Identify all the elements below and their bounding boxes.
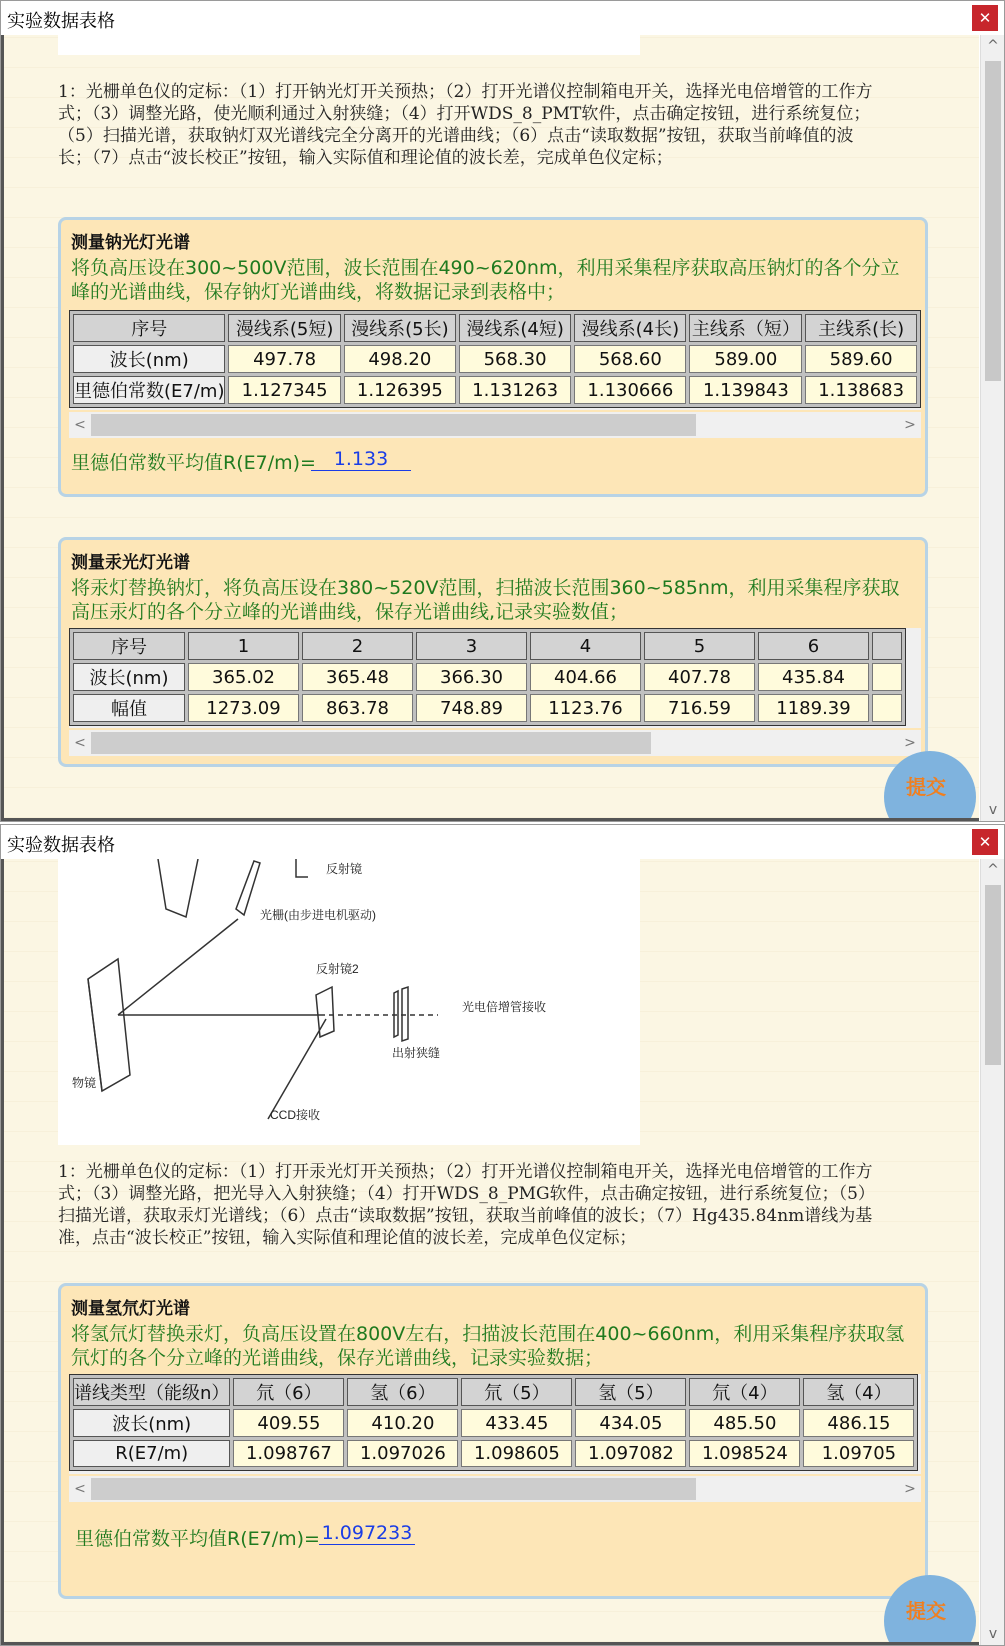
wavelength-cell[interactable]: 485.50 (689, 1409, 800, 1437)
header-cell: 氢（5） (575, 1378, 686, 1406)
title-bar (1, 825, 1004, 859)
horizontal-scrollbar[interactable] (69, 412, 921, 438)
header-cell: 4 (530, 632, 641, 660)
row-label: 波长(nm) (73, 345, 225, 373)
chevron-up-icon[interactable]: ^ (987, 38, 999, 54)
row-label: R(E7/m) (73, 1440, 230, 1467)
row-label: 幅值 (73, 694, 185, 722)
wavelength-cell[interactable]: 589.60 (805, 345, 917, 373)
mercury-panel (58, 537, 928, 767)
chevron-down-icon[interactable]: v (988, 802, 998, 818)
wavelength-cell[interactable]: 498.20 (344, 345, 456, 373)
sodium-table (69, 310, 921, 408)
table-header-row (73, 1378, 914, 1406)
window-content (1, 859, 979, 1645)
wavelength-cell[interactable]: 410.20 (347, 1409, 458, 1437)
average-label: 里德伯常数平均值R(E7/m)= (71, 452, 316, 474)
close-button[interactable] (972, 5, 998, 31)
panel-description: 将汞灯替换钠灯，将负高压设在380~520V范围，扫描波长范围360~585nm，利用采集程序获取高压汞灯的各个分立峰的光谱曲线，保存光谱曲线,记录实验数值； (71, 577, 900, 623)
header-cell: 5 (644, 632, 755, 660)
average-label: 里德伯常数平均值R(E7/m)= (75, 1528, 320, 1550)
average-value-field[interactable]: 1.133 (311, 448, 411, 471)
submit-label: 提交 (906, 775, 946, 799)
header-cell: 氘（4） (689, 1378, 800, 1406)
mercury-data-grid (69, 628, 921, 728)
hydrogen-data-grid (69, 1374, 921, 1474)
header-cell: 3 (416, 632, 527, 660)
table-row (73, 1409, 914, 1437)
diagram-label-mirror2: 反射镜2 (316, 962, 359, 976)
title-bar (1, 1, 1004, 35)
optical-path-diagram (58, 859, 640, 1145)
diagram-label-ccd: CCD接收 (270, 1108, 320, 1122)
chevron-right-icon[interactable]: > (904, 1481, 916, 1497)
monochromator-diagram (58, 859, 640, 1145)
header-cell: 主线系(长) (805, 314, 917, 342)
header-cell: 氢（6） (347, 1378, 458, 1406)
header-cell: 主线系（短） (689, 314, 802, 342)
rydberg-cell[interactable]: 1.09705 (803, 1440, 914, 1467)
window-title: 实验数据表格 (7, 835, 115, 856)
wavelength-cell[interactable]: 433.45 (461, 1409, 572, 1437)
diagram-image-edge (58, 35, 640, 55)
rydberg-cell[interactable]: 1.126395 (344, 376, 456, 404)
diagram-label-grating: 光栅(由步进电机驱动) (260, 908, 376, 922)
rydberg-cell[interactable]: 1.131263 (459, 376, 571, 404)
diagram-label-mirror: 反射镜 (326, 862, 363, 876)
header-cell: 序号 (73, 314, 225, 342)
hydrogen-panel (58, 1283, 928, 1599)
header-cell: 漫线系(5长) (344, 314, 456, 342)
rydberg-cell[interactable]: 1.130666 (574, 376, 686, 404)
chevron-left-icon[interactable]: < (74, 417, 86, 433)
amplitude-cell[interactable]: 748.89 (416, 694, 527, 722)
diagram-label-exit-slit: 出射狭缝 (392, 1046, 441, 1060)
amplitude-cell[interactable]: 1123.76 (530, 694, 641, 722)
rydberg-cell[interactable]: 1.098605 (461, 1440, 572, 1467)
wavelength-cell[interactable]: 365.48 (302, 663, 413, 691)
header-cell: 漫线系(4长) (574, 314, 686, 342)
chevron-right-icon[interactable]: > (904, 417, 916, 433)
data-table-window-1 (0, 0, 1005, 822)
panel-description: 将负高压设在300~500V范围，波长范围在490~620nm，利用采集程序获取高压钠灯的各个分立峰的光谱曲线，保存钠灯光谱曲线，将数据记录到表格中； (71, 257, 900, 303)
rydberg-cell[interactable]: 1.098524 (689, 1440, 800, 1467)
rydberg-cell[interactable]: 1.097082 (575, 1440, 686, 1467)
header-cell-partial (872, 632, 902, 660)
row-label: 波长(nm) (73, 1409, 230, 1437)
instructions-text: 1：光栅单色仪的定标：（1）打开汞光灯开关预热；（2）打开光谱仪控制箱电开关，选择光电倍增管的工作方式；（3）调整光路，把光导入入射狭缝；（4）打开WDS_8_PMG软件，点击确定按钮，进行系统复位；（5）扫描光谱，获取汞灯光谱线；（6）点击“读取数据”按钮，获取当前峰值的波长；（7）Hg435.84nm谱线为基准，点击“波长校正”按钮，输入实际值和理论值的波长差，完成单色仪定标； (58, 1162, 873, 1248)
wavelength-cell[interactable]: 434.05 (575, 1409, 686, 1437)
mercury-table (69, 628, 906, 726)
chevron-right-icon[interactable]: > (904, 735, 916, 751)
rydberg-cell[interactable]: 1.127345 (228, 376, 340, 404)
scrollbar-thumb[interactable] (91, 1478, 696, 1500)
diagram-label-objective: 物镜 (72, 1076, 97, 1090)
wavelength-cell[interactable]: 409.55 (233, 1409, 344, 1437)
panel-title: 测量氢氘灯光谱 (71, 1299, 190, 1319)
header-cell: 漫线系(4短) (459, 314, 571, 342)
panel-title: 测量钠光灯光谱 (71, 233, 190, 253)
table-row (73, 694, 902, 722)
chevron-down-icon[interactable]: v (988, 1626, 998, 1642)
diagram-label-pmt: 光电倍增管接收 (462, 1000, 547, 1014)
chevron-left-icon[interactable]: < (74, 735, 86, 751)
amplitude-cell[interactable]: 1189.39 (758, 694, 869, 722)
header-cell: 序号 (73, 632, 185, 660)
wavelength-cell[interactable]: 404.66 (530, 663, 641, 691)
amplitude-cell[interactable]: 863.78 (302, 694, 413, 722)
header-cell: 漫线系(5短) (228, 314, 340, 342)
rydberg-cell[interactable]: 1.098767 (233, 1440, 344, 1467)
header-cell: 氘（5） (461, 1378, 572, 1406)
wavelength-cell[interactable]: 407.78 (644, 663, 755, 691)
header-cell: 2 (302, 632, 413, 660)
value-cell-partial[interactable] (872, 694, 902, 722)
value-cell-partial[interactable] (872, 663, 902, 691)
panel-description: 将氢氘灯替换汞灯，负高压设置在800V左右，扫描波长范围在400~660nm，利用采集程序获取氢氘灯的各个分立峰的光谱曲线，保存光谱曲线，记录实验数据； (71, 1323, 905, 1369)
wavelength-cell[interactable]: 366.30 (416, 663, 527, 691)
instructions-text: 1：光栅单色仪的定标：（1）打开钠光灯开关预热；（2）打开光谱仪控制箱电开关，选择光电倍增管的工作方式；（3）调整光路，使光顺利通过入射狭缝；（4）打开WDS_8_PMT软件，点击确定按钮，进行系统复位；（5）扫描光谱，获取钠灯双光谱线完全分离开的光谱曲线；（6）点击“读取数据”按钮，获取当前峰值的波长；（7）点击“波长校正”按钮，输入实际值和理论值的波长差，完成单色仪定标； (58, 82, 873, 168)
wavelength-cell[interactable]: 435.84 (758, 663, 869, 691)
data-table-window-2 (0, 824, 1005, 1646)
close-icon: ✕ (978, 9, 992, 27)
hydrogen-table (69, 1374, 918, 1471)
submit-label: 提交 (906, 1599, 946, 1623)
panel-title: 测量汞光灯光谱 (71, 553, 190, 573)
vertical-scrollbar[interactable] (980, 859, 1004, 1645)
close-icon: ✕ (978, 833, 992, 851)
header-cell: 1 (188, 632, 299, 660)
wavelength-cell[interactable]: 568.30 (459, 345, 571, 373)
header-cell: 氢（4） (803, 1378, 914, 1406)
scrollbar-thumb[interactable] (91, 732, 651, 754)
chevron-left-icon[interactable]: < (74, 1481, 86, 1497)
wavelength-cell[interactable]: 568.60 (574, 345, 686, 373)
horizontal-scrollbar[interactable] (69, 1476, 921, 1502)
header-cell: 6 (758, 632, 869, 660)
row-label: 里德伯常数(E7/m) (73, 376, 225, 404)
chevron-up-icon[interactable]: ^ (987, 862, 999, 878)
table-header-row (73, 314, 917, 342)
rydberg-cell[interactable]: 1.139843 (689, 376, 802, 404)
wavelength-cell[interactable]: 497.78 (228, 345, 340, 373)
wavelength-cell[interactable]: 365.02 (188, 663, 299, 691)
horizontal-scrollbar[interactable] (69, 730, 921, 756)
amplitude-cell[interactable]: 1273.09 (188, 694, 299, 722)
header-cell: 氘（6） (233, 1378, 344, 1406)
wavelength-cell[interactable]: 486.15 (803, 1409, 914, 1437)
vertical-scrollbar[interactable] (980, 35, 1004, 821)
scrollbar-thumb[interactable] (91, 414, 696, 436)
window-content (1, 35, 979, 821)
scrollbar-thumb[interactable] (985, 61, 1001, 381)
average-value-field[interactable]: 1.097233 (319, 1522, 415, 1545)
table-header-row (73, 632, 902, 660)
row-label: 波长(nm) (73, 663, 185, 691)
rydberg-cell[interactable]: 1.138683 (805, 376, 917, 404)
header-cell: 谱线类型（能级n） (73, 1378, 230, 1406)
wavelength-cell[interactable]: 589.00 (689, 345, 802, 373)
amplitude-cell[interactable]: 716.59 (644, 694, 755, 722)
table-row (73, 1440, 914, 1467)
table-row (73, 376, 917, 404)
scrollbar-thumb[interactable] (985, 885, 1001, 1065)
window-title: 实验数据表格 (7, 11, 115, 32)
rydberg-cell[interactable]: 1.097026 (347, 1440, 458, 1467)
table-row (73, 345, 917, 373)
sodium-panel (58, 217, 928, 497)
sodium-data-grid (69, 310, 921, 410)
table-row (73, 663, 902, 691)
close-button[interactable] (972, 829, 998, 855)
